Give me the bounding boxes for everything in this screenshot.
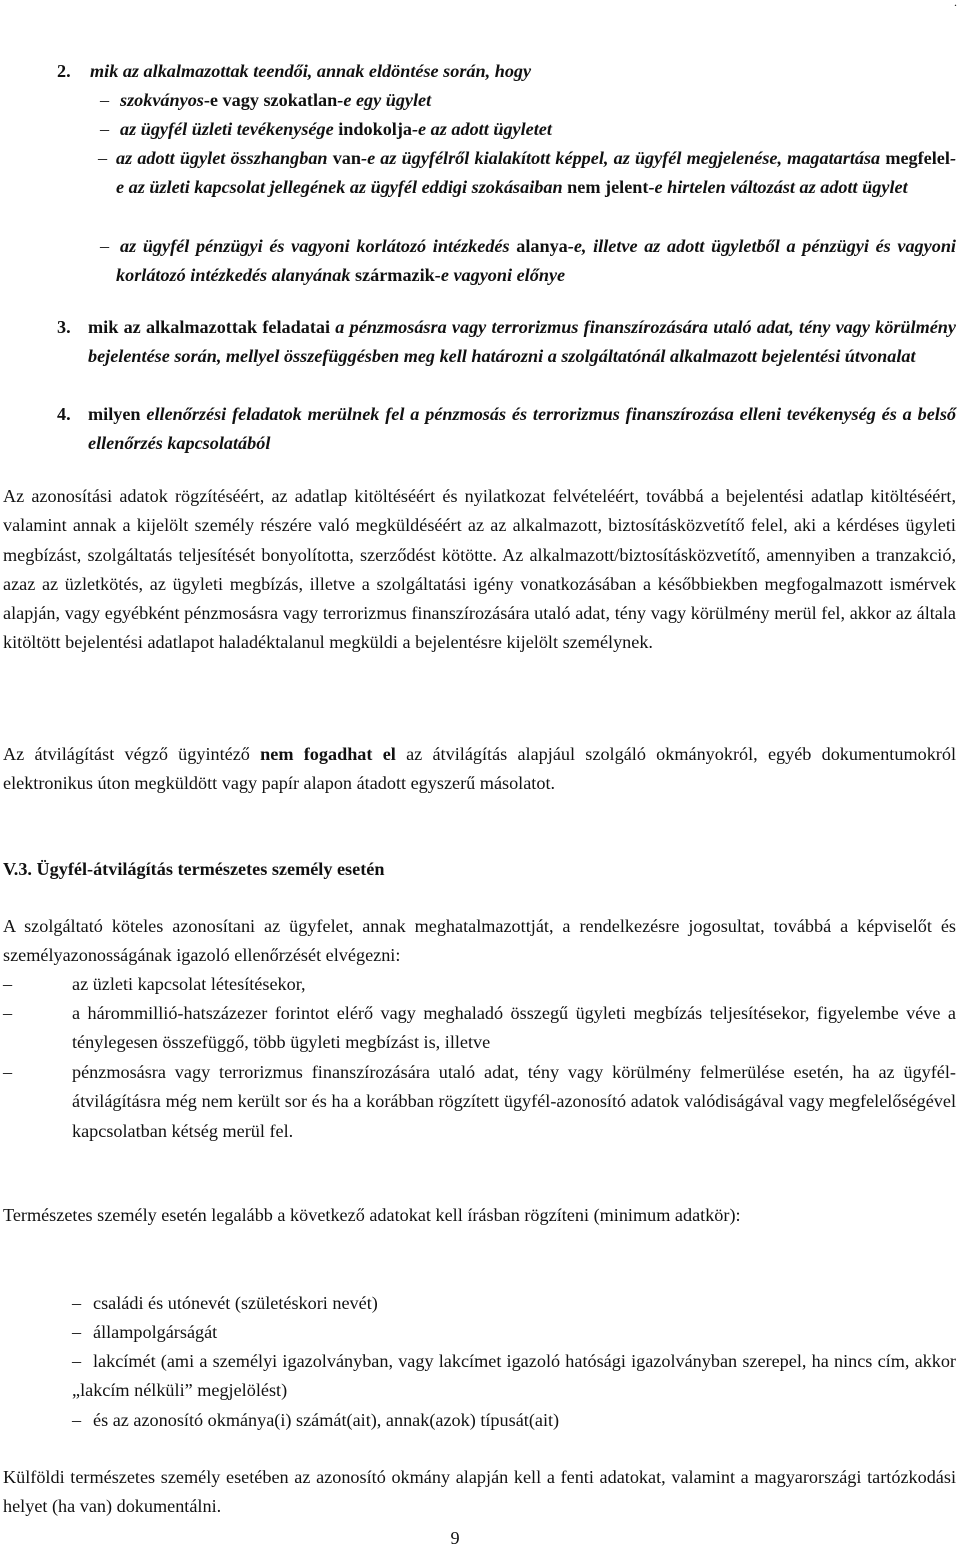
- dash-icon: –: [98, 148, 108, 168]
- dash-icon: –: [3, 974, 13, 994]
- dash-list-2-item: állampolgárságát: [93, 1322, 218, 1342]
- paragraph-3: A szolgáltató köteles azonosítani az ügyfelet, annak meghatalmazottját, a rendelkezésre jogosultat, továbbá a képviselőt és személyazonosságának igazoló ellenőrzését elvégezni:: [3, 916, 956, 966]
- dash-icon: –: [3, 1003, 13, 1023]
- list-item-2-intro: mik az alkalmazottak teendői, annak eldöntése során, hogy: [90, 61, 532, 81]
- list-number-4: 4.: [57, 404, 71, 424]
- list-item-2-sub-1: szokványos-e vagy szokatlan-e egy ügylet: [120, 90, 432, 110]
- list-number-2: 2.: [57, 61, 71, 81]
- dash-list-2-item: lakcímét (ami a személyi igazolványban, vagy lakcímet igazoló hatósági igazolványban szerepel, ha nincs cím, akkor „lakcím nélküli” megjelölést): [72, 1351, 956, 1401]
- paragraph-1: Az azonosítási adatok rögzítéséért, az adatlap kitöltéséért és nyilatkozat felvételéért, továbbá a bejelentési adatlap kitöltéséért, valamint annak a kijelölt személy részére való megküldéséért az az alkalmazott, biztosításközvetítő felel, aki a kérdéses ügyleti megbízást, szolgáltatás teljesítését bonyolította, szerződést kötötte. Az alkalmazott/biztosításközvetítő, amennyiben a tranzakció, azaz az üzletkötés, az ügyleti megbízás, illetve a szolgáltatási igény vonatkozásában a későbbiekben megfogalmazott ismérvek alapján, vagy egyébként pénzmosásra vagy terrorizmus finanszírozására utaló adat, tény vagy körülmény merül fel, akkor az általa kitöltött bejelentési adatlapot haladéktalanul megküldi a bejelentésre kijelölt személynek.: [3, 486, 956, 653]
- dash-icon: –: [72, 1322, 82, 1342]
- list-item-2-sub-4: az ügyfél pénzügyi és vagyoni korlátozó intézkedés alanya-e, illetve az adott ügyletből a pénzügyi és vagyoni korlátozó intézkedés alanyának származik-e vagyoni előnye: [116, 236, 956, 286]
- dash-icon: –: [3, 1062, 13, 1082]
- dash-icon: –: [72, 1293, 82, 1313]
- paragraph-2: Az átvilágítást végző ügyintéző nem fogadhat el az átvilágítás alapjául szolgáló okmányokról, egyéb dokumentumokról elektronikus úton megküldött vagy papír alapon átadott egyszerű másolatot.: [3, 744, 956, 794]
- list-item-3: mik az alkalmazottak feladatai a pénzmosásra vagy terrorizmus finanszírozására utaló adat, tény vagy körülmény bejelentése során, mellyel összefüggésben meg kell határozni a szolgáltatónál alkalmazott bejelentési útvonalat: [88, 317, 956, 367]
- corner-mark: .: [954, 0, 957, 9]
- dash-icon: –: [100, 119, 110, 139]
- dash-list-1-item: a hárommillió-hatszázezer forintot elérő vagy meghaladó összegű ügyleti megbízás teljesítésekor, figyelembe véve a ténylegesen összefüggő, több ügyleti megbízást is, illetve: [72, 1003, 956, 1053]
- dash-list-1-item: pénzmosásra vagy terrorizmus finanszírozására utaló adat, tény vagy körülmény felmerülése esetén, ha az ügyfél-átvilágításra még nem került sor és ha a korábban rögzített ügyfél-azonosító adatok valódiságával vagy megfelelőségével kapcsolatban kétség merül fel.: [72, 1062, 956, 1141]
- list-number-3: 3.: [57, 317, 71, 337]
- section-heading: V.3. Ügyfél-átvilágítás természetes személy esetén: [3, 859, 385, 879]
- paragraph-5: Külföldi természetes személy esetében az azonosító okmány alapján kell a fenti adatokat, valamint a magyarországi tartózkodási helyet (ha van) dokumentálni.: [3, 1467, 956, 1517]
- page-number: 9: [450, 1528, 460, 1548]
- dash-icon: –: [72, 1351, 82, 1371]
- dash-list-2-item: és az azonosító okmánya(i) számát(ait), annak(azok) típusát(ait): [93, 1410, 560, 1430]
- list-item-4: milyen ellenőrzési feladatok merülnek fel a pénzmosás és terrorizmus finanszírozása elleni tevékenység és a belső ellenőrzés kapcsolatából: [88, 404, 956, 454]
- list-item-2-sub-3: az adott ügylet összhangban van-e az ügyfélről kialakított képpel, az ügyfél megjelenése, magatartása megfelel-e az üzleti kapcsolat jellegének az ügyfél eddigi szokásaiban nem jelent-e hirtelen változást az adott ügylet: [116, 148, 956, 198]
- dash-icon: –: [100, 90, 110, 110]
- paragraph-4: Természetes személy esetén legalább a következő adatokat kell írásban rögzíteni (minimum adatkör):: [3, 1205, 741, 1225]
- dash-list-2-item: családi és utónevét (születéskori nevét): [93, 1293, 378, 1313]
- dash-icon: –: [72, 1410, 82, 1430]
- dash-list-1-item: az üzleti kapcsolat létesítésekor,: [72, 974, 306, 994]
- list-item-2-sub-2: az ügyfél üzleti tevékenysége indokolja-e az adott ügyletet: [120, 119, 552, 139]
- dash-icon: –: [100, 236, 110, 256]
